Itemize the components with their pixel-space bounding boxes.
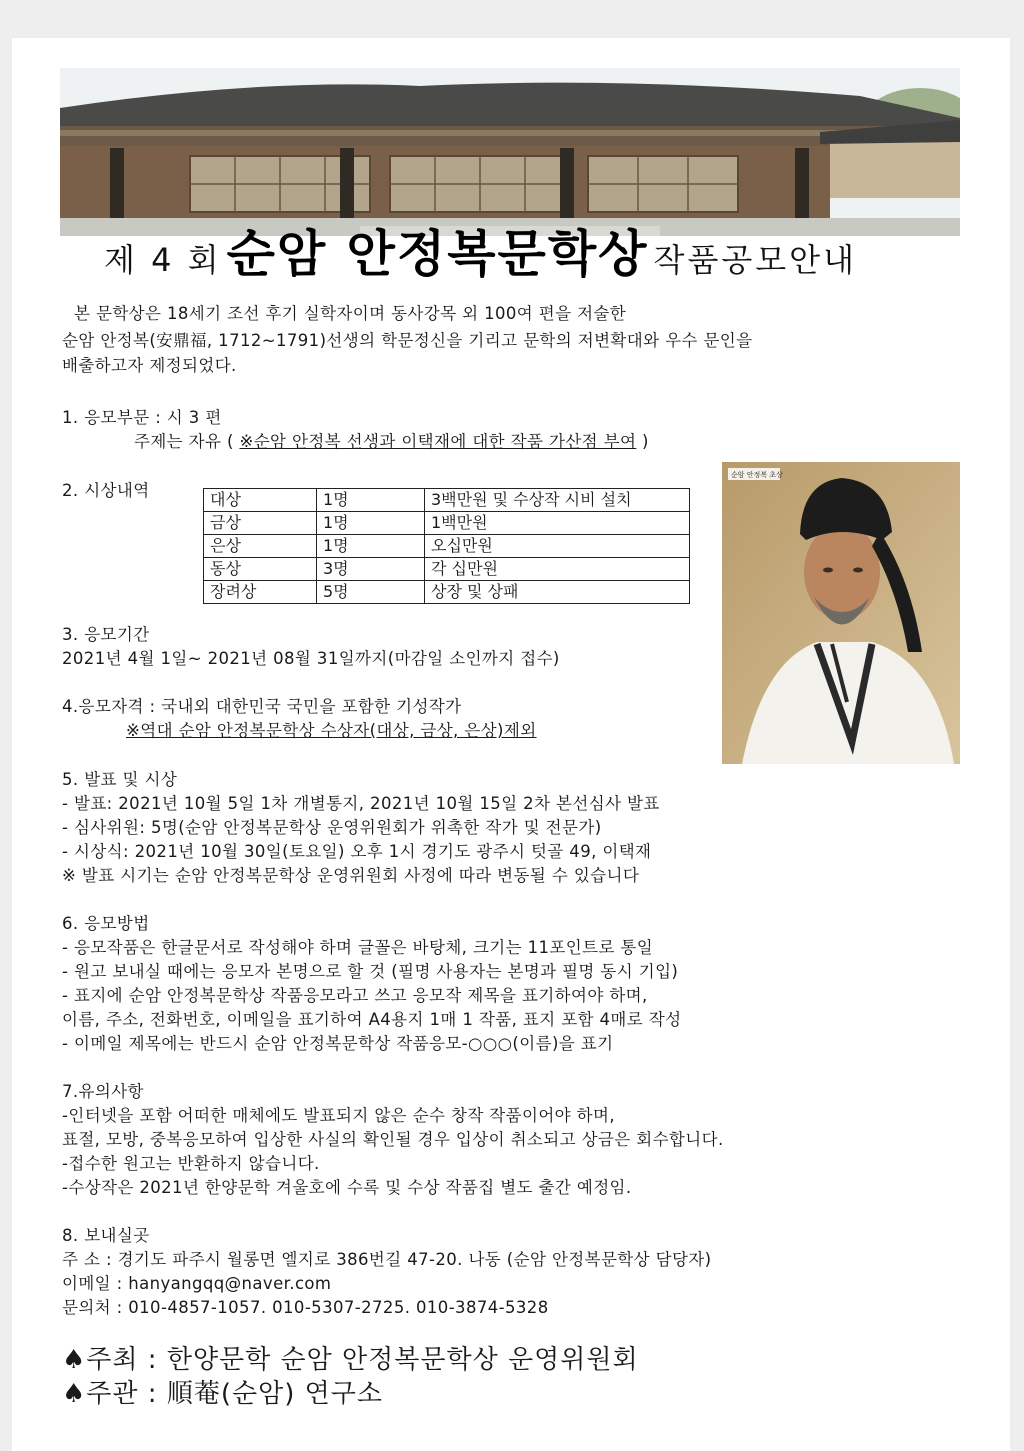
portrait-caption: 순암 안정복 초상 [731, 471, 783, 479]
footer-organizer: ♠주관 : 順菴(순암) 연구소 [62, 1379, 383, 1409]
prize-row [204, 558, 690, 581]
prize-count: 5명 [317, 581, 425, 604]
contact-phone: 문의처 : 010-4857-1057. 010-5307-2725. 010-3874-5328 [62, 1298, 549, 1317]
prize-rank: 대상 [204, 489, 317, 512]
section-3-heading: 3. 응모기간 [62, 625, 150, 644]
section-1-detail-suffix: ) [636, 432, 649, 451]
section-4-heading: 4.응모자격 : 국내외 대한민국 국민을 포함한 기성작가 [62, 697, 462, 716]
prize-amount: 오십만원 [425, 535, 690, 558]
footer-host: ♠주최 : 한양문학 순암 안정복문학상 운영위원회 [62, 1345, 639, 1375]
prize-table [203, 488, 690, 604]
prize-count: 3명 [317, 558, 425, 581]
intro-line-2: 순암 안정복(安鼎福, 1712~1791)선생의 학문정신을 기리고 문학의 저변확대와 우수 문인을 [62, 331, 753, 350]
section-8-heading: 8. 보내실곳 [62, 1226, 150, 1245]
prize-rank: 동상 [204, 558, 317, 581]
section-6-line: - 이메일 제목에는 반드시 순암 안정복문학상 작품응모-○○○(이름)을 표기 [62, 1034, 614, 1053]
notice-page [12, 38, 1010, 1451]
section-1-bonus-note: ※순암 안정복 선생과 이택재에 대한 작품 가산점 부여 [239, 432, 637, 451]
section-6-line: - 응모작품은 한글문서로 작성해야 하며 글꼴은 바탕체, 크기는 11포인트로 통일 [62, 938, 654, 957]
intro-line-3: 배출하고자 제정되었다. [62, 356, 237, 375]
prize-count: 1명 [317, 489, 425, 512]
hanok-banner-image [60, 68, 960, 236]
prize-rank: 금상 [204, 512, 317, 535]
section-1-heading: 1. 응모부문 : 시 3 편 [62, 408, 222, 427]
section-6-line: 이름, 주소, 전화번호, 이메일을 표기하여 A4용지 1매 1 작품, 표지 포함 4매로 작성 [62, 1010, 682, 1029]
page-title [104, 214, 857, 284]
section-7-line: 표절, 모방, 중복응모하여 입상한 사실의 확인될 경우 입상이 취소되고 상금은 회수합니다. [62, 1130, 724, 1149]
title-main: 순암 안정복문학상 [226, 225, 649, 283]
section-6-line: - 원고 보내실 때에는 응모자 본명으로 할 것 (필명 사용자는 본명과 필명 동시 기입) [62, 962, 679, 981]
section-5-line: ※ 발표 시기는 순암 안정복문학상 운영위원회 사정에 따라 변동될 수 있습니다 [62, 866, 640, 885]
section-5-heading: 5. 발표 및 시상 [62, 770, 178, 789]
prize-amount: 1백만원 [425, 512, 690, 535]
prize-rank: 장려상 [204, 581, 317, 604]
section-1-detail-prefix: 주제는 자유 ( [134, 432, 240, 451]
title-prefix: 제 4 회 [104, 241, 222, 279]
prize-row [204, 489, 690, 512]
prize-row [204, 512, 690, 535]
prize-row [204, 535, 690, 558]
section-6-line: - 표지에 순암 안정복문학상 작품응모라고 쓰고 응모작 제목을 표기하여야 하며, [62, 986, 648, 1005]
prize-count: 1명 [317, 512, 425, 535]
section-7-line: -수상작은 2021년 한양문학 겨울호에 수록 및 수상 작품집 별도 출간 예정임. [62, 1178, 632, 1197]
portrait-image [722, 462, 960, 764]
section-7-line: -접수한 원고는 반환하지 않습니다. [62, 1154, 320, 1173]
prize-amount: 상장 및 상패 [425, 581, 690, 604]
section-7-heading: 7.유의사항 [62, 1082, 144, 1101]
prize-rank: 은상 [204, 535, 317, 558]
contact-address: 주 소 : 경기도 파주시 월롱면 엘지로 386번길 47-20. 나동 (순암 안정복문학상 담당자) [62, 1250, 712, 1269]
prize-amount: 각 십만원 [425, 558, 690, 581]
section-3-detail: 2021년 4월 1일~ 2021년 08월 31일까지(마감일 소인까지 접수) [62, 649, 560, 668]
section-4-note: ※역대 순암 안정복문학상 수상자(대상, 금상, 은상)제외 [126, 721, 537, 740]
prize-row [204, 581, 690, 604]
section-7-line: -인터넷을 포함 어떠한 매체에도 발표되지 않은 순수 창작 작품이어야 하며, [62, 1106, 615, 1125]
section-5-line: - 시상식: 2021년 10월 30일(토요일) 오후 1시 경기도 광주시 텃골 49, 이택재 [62, 842, 652, 861]
prize-amount: 3백만원 및 수상작 시비 설치 [425, 489, 690, 512]
section-5-line: - 발표: 2021년 10월 5일 1차 개별통지, 2021년 10월 15일 2차 본선심사 발표 [62, 794, 660, 813]
section-2-heading: 2. 시상내역 [62, 481, 150, 500]
prize-count: 1명 [317, 535, 425, 558]
intro-line-1: 본 문학상은 18세기 조선 후기 실학자이며 동사강목 외 100여 편을 저술한 [74, 304, 627, 323]
section-6-heading: 6. 응모방법 [62, 914, 150, 933]
section-5-line: - 심사위원: 5명(순암 안정복문학상 운영위원회가 위촉한 작가 및 전문가) [62, 818, 602, 837]
contact-email: 이메일 : hanyangqq@naver.com [62, 1274, 332, 1293]
section-1-detail [134, 430, 649, 454]
title-suffix: 작품공모안내 [653, 241, 858, 279]
